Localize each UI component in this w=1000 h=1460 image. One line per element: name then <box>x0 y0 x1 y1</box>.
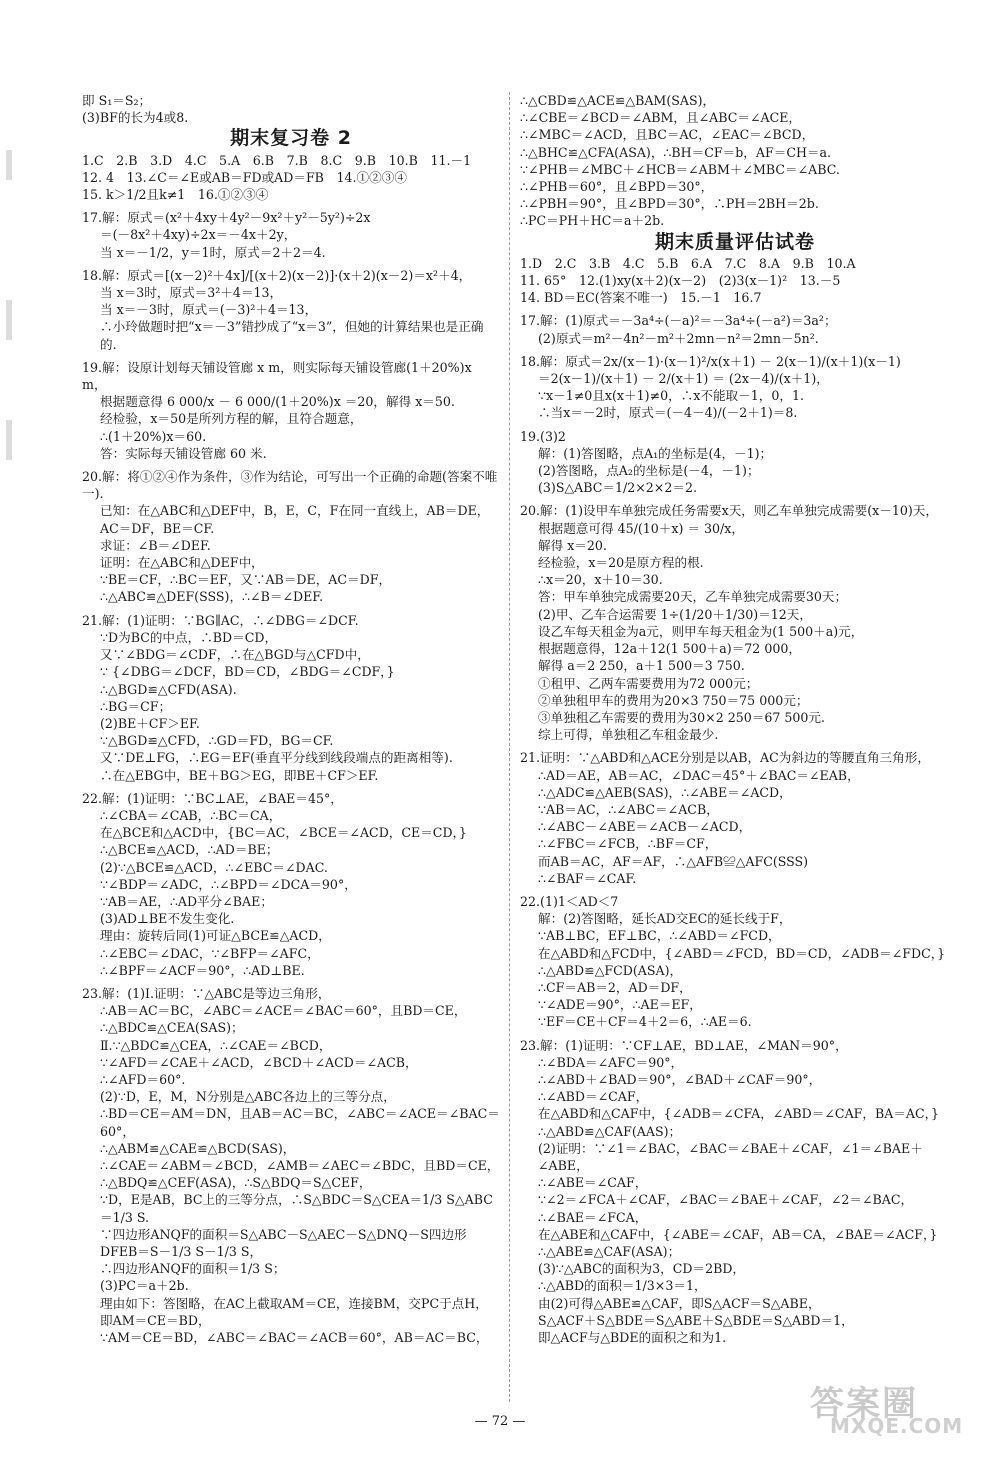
answer-line: 21.证明：∵△ABD和△ACE分别是以AB，AC为斜边的等腰直角三角形， <box>520 750 930 766</box>
answer-line: ∴∠PHB＝60°，且∠BPD＝30°， <box>520 179 714 195</box>
answer-line: 18.解：原式＝[(x－2)²＋4x]/[(x＋2)(x－2)]·(x＋2)(x－2)＝x²＋4， <box>82 267 472 283</box>
answer-line: ∵∠ADE＝90°，∴AE＝EF， <box>538 997 702 1013</box>
answer-line: 证明：在△ABC和△DEF中， <box>100 555 264 571</box>
answer-line: ∴∠ABE＝∠CAF， <box>538 1175 648 1191</box>
answer-line: 在△BCE和△ACD中，{BC＝AC，∠BCE＝∠ACD，CE＝CD，} <box>100 825 467 841</box>
answer-line: ∵AM＝CE＝BD，∠ABC＝∠BAC＝∠ACB＝60°，AB＝AC＝BC， <box>100 1330 489 1346</box>
answer-line: 即 S₁＝S₂； <box>82 93 152 108</box>
watermark-text: 答案圈 <box>810 1384 918 1424</box>
answer-line: 11. 65° 12.(1)xy(x＋2)(x－2) (2)3(x－1)² 13.－5 <box>520 273 841 289</box>
answer-line: (2)答图略，点A₂的坐标是(－4，－1)； <box>538 463 760 479</box>
answer-line: 答：甲车单独完成需要20天，乙车单独完成需要30天； <box>538 589 848 605</box>
answer-line: ∵∠2＝∠FCA＋∠CAF，∠BAC＝∠BAE＋∠CAF，∠2＝∠BAC，∴∠BAE＝∠FCA， <box>538 1192 914 1225</box>
answer-line: 1.C 2.B 3.D 4.C 5.A 6.B 7.B 8.C 9.B 10.B 11.－1 <box>82 152 472 168</box>
answer-line: 解：(2)答图略，延长AD交EC的延长线于F， <box>538 911 792 927</box>
answer-line: 当 x＝3时，原式＝3²＋4＝13， <box>100 285 283 301</box>
answer-line: ∵ {∠DBG＝∠DCF，BD＝CD，∠BDG＝∠CDF，} ∴△BGD≌△CFD(ASA). <box>100 664 399 697</box>
answer-line: ∴△BCE≌△ACD，∴AD＝BE； <box>100 842 279 858</box>
answer-line: ∵BE＝CF，∴BC＝EF，又∵AB＝DE，AC＝DF， <box>100 572 392 588</box>
answer-line: ∴∠MBC＝∠ACD，且BC＝AC，∠EAC＝∠BCD， <box>520 127 815 143</box>
answer-line: 22.(1)1＜AD＜7 <box>520 893 619 909</box>
answer-line: ∴AB＝AC＝BC，∠ABC＝∠ACE＝∠BAC＝60°，且BD＝CE， <box>100 1003 467 1019</box>
section-title: 期末复习卷 2 <box>230 127 352 150</box>
answer-line: 求证：∠B＝∠DEF. <box>100 537 211 553</box>
answer-line: 又∵DE⊥FG，∴EG＝EF(垂直平分线到线段端点的距离相等). <box>100 750 453 766</box>
scan-artifact <box>6 300 12 340</box>
answer-line: ∴∠CBA＝∠CAB，∴BC＝CA， <box>100 807 282 823</box>
answer-line: 19.(3)2 <box>520 428 566 444</box>
answer-line: ∴△ADC≌△AEB(SAS)，∴∠ABE＝∠ACD， <box>538 784 792 800</box>
answer-line: ∵AB＝AE，∴AD平分∠BAE； <box>100 893 273 909</box>
answer-line: ∵x－1≠0且x(x＋1)≠0，∴x不能取－1，0，1. <box>538 388 804 404</box>
answer-line: 12. 4 13.∠C＝∠E或AB＝FD或AD＝FB 14.①②③④ <box>82 169 407 185</box>
answer-line: ∴△ABE≌△CAF(ASA)； <box>538 1244 681 1259</box>
answer-line: 解：(1)答图略，点A₁的坐标是(4，－1)； <box>538 445 773 461</box>
answer-line: ∴∠AFD＝60°. <box>100 1071 186 1087</box>
left-column <box>82 92 500 1346</box>
answer-line: 15. k＞1/2且k≠1 16.①②③④ <box>82 187 269 203</box>
answer-line: ∵AB＝AC，∴∠ABC＝∠ACB， <box>538 801 719 817</box>
scan-artifact <box>6 150 12 180</box>
answer-line: 19.解：设原计划每天铺设管廊 x m，则实际每天铺设管廊(1＋20%)x m， <box>82 359 476 393</box>
watermark-url: MXQE.COM <box>830 1414 964 1438</box>
answer-line: 20.解：将①②④作为条件，③作为结论，可写出一个正确的命题(答案不唯一). <box>82 469 498 502</box>
answer-line: ∴△BDQ≌△CEF(ASA)，∴S△BDQ＝S△CEF， <box>100 1175 372 1191</box>
answer-line: ∴小玲做题时把“x＝－3”错抄成了“x＝3”，但她的计算结果也是正确的. <box>100 319 484 352</box>
answer-line: 经检验，x＝20是原方程的根. <box>538 555 704 571</box>
answer-line: (2)∵D，E，M，N分别是△ABC各边上的三等分点， <box>100 1089 396 1105</box>
answer-line: ∴当x＝－2时，原式＝(－4－4)/(－2＋1)＝8. <box>538 405 798 421</box>
answer-line: ∴四边形ANQF的面积＝1/3 S； <box>100 1261 286 1277</box>
answer-line: 经检验，x＝50是所列方程的解，且符合题意， <box>100 411 363 427</box>
answer-line: ∵∠BDP＝∠ADC，∴∠BPD＝∠DCA＝90°， <box>100 876 357 892</box>
answer-line: ∴∠FBC＝∠FCB，∴BF＝CF， <box>538 836 718 852</box>
answer-line: S△ACF＋S△BDE＝S△ABE＋S△BDE＝S△ABD＝1， <box>538 1312 854 1328</box>
right-column <box>520 92 950 1346</box>
answer-line: 理由如下：答图略，在AC上截取AM＝CE，连接BM，交PC于点H，即AM＝CE＝BD， <box>100 1295 488 1328</box>
answer-line: (3)∵△ABC的面积为3，CD＝2BD， <box>538 1261 746 1277</box>
answer-line: ∴∠ABD＝∠CAF， <box>538 1089 649 1105</box>
answer-line: 1.D 2.C 3.B 4.C 5.B 6.A 7.C 8.A 9.B 10.A <box>520 255 856 271</box>
answer-line: ∵∠PHB＝∠MBC＋∠HCB＝∠ABM＋∠MBC＝∠ABC. <box>520 161 840 177</box>
answer-line: ∴∠BDA＝∠AFC＝90°， <box>538 1054 684 1070</box>
answer-line: 由(2)可得△ABE≌△CAF，即S△ACF＝S△ABE， <box>538 1295 821 1311</box>
answer-line: ∵△BGD≌△CFD，∴GD＝FD，BG＝CF. <box>100 733 334 749</box>
answer-line: 当 x＝－1/2，y＝1时，原式＝2＋2＝4. <box>100 244 326 260</box>
answer-line: ∴AD＝AE，AB＝AC，∠DAC＝45°＋∠BAC＝∠EAB， <box>538 767 860 783</box>
answer-line: ∴∠CAE＝∠ABM＝∠BCD，∠AMB＝∠AEC＝∠BDC，且BD＝CE， <box>100 1157 500 1173</box>
answer-line: ∴△CBD≌△ACE≌△BAM(SAS)， <box>520 93 716 108</box>
answer-line: ∴△BHC≌△CFA(ASA)，∴BH＝CF＝b，AF＝CH＝a. <box>520 144 832 160</box>
watermark-logo <box>802 1372 982 1442</box>
answer-line: 17.解：(1)原式＝－3a⁴÷(－a)²＝－3a⁴÷(－a²)＝3a²； <box>520 313 837 329</box>
answer-line: ∵D，E是AB，BC上的三等分点，∴S△BDC＝S△CEA＝1/3 S△ABC＝1/3 S. <box>100 1192 493 1225</box>
answer-line: 在△ABD和△FCD中，{∠ABD＝∠FCD，BD＝CD，∠ADB＝∠FDC，} <box>538 945 946 961</box>
answer-line: ∴(1＋20%)x＝60. <box>100 428 207 444</box>
answer-line: 根据题意可得 45/(10＋x) ＝ 30/x， <box>538 520 744 536</box>
answer-line: ∵AB⊥BC，EF⊥BC，∴∠ABD＝∠FCD， <box>538 928 781 944</box>
answer-line: ∴∠BPF＝∠ACF＝90°，∴AD⊥BE. <box>100 962 305 978</box>
answer-line: ＝2(x－1)/(x＋1) － 2/(x＋1) ＝ (2x－4)/(x＋1)， <box>538 371 829 387</box>
answer-line: (3)AD⊥BE不发生变化. <box>100 911 235 927</box>
answer-line: 理由：旋转后同(1)可证△BCE≌△ACD， <box>100 928 331 944</box>
answer-line: ∴∠BAF＝∠CAF. <box>538 870 637 886</box>
answer-line: 在△ABD和△CAF中，{∠ADB＝∠CFA，∠ABD＝∠CAF，BA＝AC，} <box>538 1106 939 1122</box>
answer-line: 22.解：(1)证明：∵BC⊥AE，∠BAE＝45°， <box>82 790 343 806</box>
section-title: 期末质量评估试卷 <box>654 230 815 253</box>
answer-line: (2)证明：∵∠1＝∠BAC，∠BAC＝∠BAE＋∠CAF，∠1＝∠BAE＋∠ABE， <box>538 1140 923 1173</box>
answer-line: ∴∠ABD＋∠BAD＝90°，∠BAD＋∠CAF＝90°， <box>538 1071 822 1087</box>
answer-line: 即△ACF与△BDE的面积之和为1. <box>538 1330 727 1346</box>
answer-line: 解得 x＝20. <box>538 537 607 553</box>
answer-line: ∴∠ABC－∠ABE＝∠ACB－∠ACD， <box>538 819 752 835</box>
scan-artifact <box>6 420 12 460</box>
answer-line: ①租甲、乙两车需要费用为72 000元； <box>538 675 759 691</box>
answer-line: 14. BD＝EC(答案不唯一) 15.－1 16.7 <box>520 290 762 306</box>
answer-line: ∵四边形ANQF的面积＝S△ABC－S△AEC－S△DNQ－S四边形DFEB＝S－1/3 S－1/3 S， <box>100 1226 467 1259</box>
answer-line: 设乙车每天租金为a元，则甲车每天租金为(1 500＋a)元， <box>538 623 864 639</box>
answer-line: ∴BG＝CF； <box>100 698 172 714</box>
answer-line: ∵EF＝CE＋CF＝4＋2＝6，∴AE＝6. <box>538 1014 752 1030</box>
answer-line: ＝(－8x²＋4xy)÷2x＝－4x＋2y， <box>100 227 297 243</box>
answer-line: 当 x＝－3时，原式＝(－3)²＋4＝13， <box>100 302 318 318</box>
answer-line: 23.解：(1)Ⅰ.证明：∵△ABC是等边三角形， <box>82 985 331 1001</box>
answer-line: 而AB＝AC，AF＝AF，∴△AFB≌△AFC(SSS) <box>538 853 809 869</box>
answer-line: ∴BD＝CE＝AM＝DN，且AB＝AC＝BC，∠ABC＝∠ACE＝∠BAC＝60°， <box>100 1106 500 1139</box>
answer-line: 在△ABE和△CAF中，{∠ABE＝∠CAF，AB＝CA，∠BAE＝∠ACF，} <box>538 1226 938 1242</box>
answer-line: 根据题意得 6 000/x － 6 000/(1＋20%)x ＝20，解得 x＝50. <box>100 394 455 410</box>
answer-line: (2)甲、乙车合运需要 1÷(1/20＋1/30)＝12天， <box>538 606 812 622</box>
answer-line: 18.解：原式＝2x/(x－1)·(x－1)²/x(x＋1) － 2(x－1)/(x＋1)(x－1) <box>520 353 901 369</box>
answer-line: ∴△ABM≌△CAE≌△BCD(SAS)， <box>100 1140 296 1156</box>
answer-line: 综上可得，单独租乙车租金最少. <box>538 727 719 743</box>
answer-line: ∴∠PBH＝90°，且∠BPD＝30°，∴PH＝2BH＝2b. <box>520 196 819 212</box>
answer-line: Ⅱ.∵△BDC≌△CEA，∴∠CAE＝∠BCD， <box>100 1037 332 1053</box>
answer-line: (3)S△ABC＝1/2×2×2＝2. <box>538 480 697 496</box>
answer-line: ∴PC＝PH＋HC＝a＋2b. <box>520 213 665 229</box>
answer-line: 20.解：(1)设甲车单独完成任务需要x天，则乙车单独完成需要(x－10)天， <box>520 503 938 519</box>
answer-line: 根据题意得，12a＋12(1 500＋a)＝72 000， <box>538 641 801 657</box>
answer-line: (2)原式＝m²－4n²－m²＋2mn－n²＝2mn－5n². <box>538 330 819 346</box>
answer-line: 已知：在△ABC和△DEF中，B，E，C，F在同一直线上，AB＝DE，AC＝DF，BE＝CF. <box>100 503 490 536</box>
answer-line: ∴△ABC≌△DEF(SSS)，∴∠B＝∠DEF. <box>100 589 324 605</box>
answer-line: ∴△ABD的面积＝1/3×3＝1， <box>538 1278 707 1294</box>
answer-line: ∵D为BC的中点，∴BD＝CD， <box>100 629 278 645</box>
answer-line: ∴△ABD≌△CAF(AAS)； <box>538 1123 682 1139</box>
answer-line: ∴∠EBC＝∠DAC，∵∠BFP＝∠AFC， <box>100 945 320 961</box>
answer-line: ∴△BDC≌△CEA(SAS)； <box>100 1020 244 1036</box>
answer-line: ∴∠CBE＝∠BCD＝∠ABM，且∠ABC＝∠ACE， <box>520 110 802 126</box>
column-divider <box>509 92 510 1402</box>
answer-line: ∴在△EBG中，BE＋BG＞EG，即BE＋CF＞EF. <box>100 767 379 783</box>
answer-line: 答：实际每天铺设管廊 60 米. <box>100 445 267 461</box>
answer-line: (2)∵△BCE≌△ACD，∴∠EBC＝∠DAC. <box>100 859 328 875</box>
answer-line: ③单独租乙车需要的费用为30×2 250＝67 500元. <box>538 709 826 725</box>
answer-line: 21.解：(1)证明：∵BG∥AC，∴∠DBG＝∠DCF. <box>82 612 359 628</box>
page-number: — 72 — <box>474 1414 526 1429</box>
answer-line: 17.解：原式＝(x²＋4xy＋4y²－9x²＋y²－5y²)÷2x <box>82 210 371 226</box>
answer-line: 又∵∠BDG＝∠CDF，∴在△BGD与△CFD中， <box>100 647 370 663</box>
answer-line: ∴△ABD≌△FCD(ASA)， <box>538 962 683 978</box>
answer-line: 解得 a＝2 250，a＋1 500＝3 750. <box>538 658 745 674</box>
answer-line: ∵∠AFD＝∠CAE＋∠ACD，∠BCD＋∠ACD＝∠ACB， <box>100 1054 418 1070</box>
answer-line: (3)BF的长为4或8. <box>82 110 189 126</box>
answer-line: ∴x＝20，x＋10＝30. <box>538 572 663 588</box>
answer-line: ∴CF＝AB＝2，AD＝DF， <box>538 979 692 995</box>
answer-line: (3)PC＝a＋2b. <box>100 1278 189 1294</box>
answer-line: (2)BE＋CF＞EF. <box>100 715 200 731</box>
answer-line: 23.解：(1)证明：∵CF⊥AE，BD⊥AE，∠MAN＝90°， <box>520 1037 848 1053</box>
answer-line: ②单独租甲车的费用为20×3 750＝75 000元； <box>538 692 809 708</box>
